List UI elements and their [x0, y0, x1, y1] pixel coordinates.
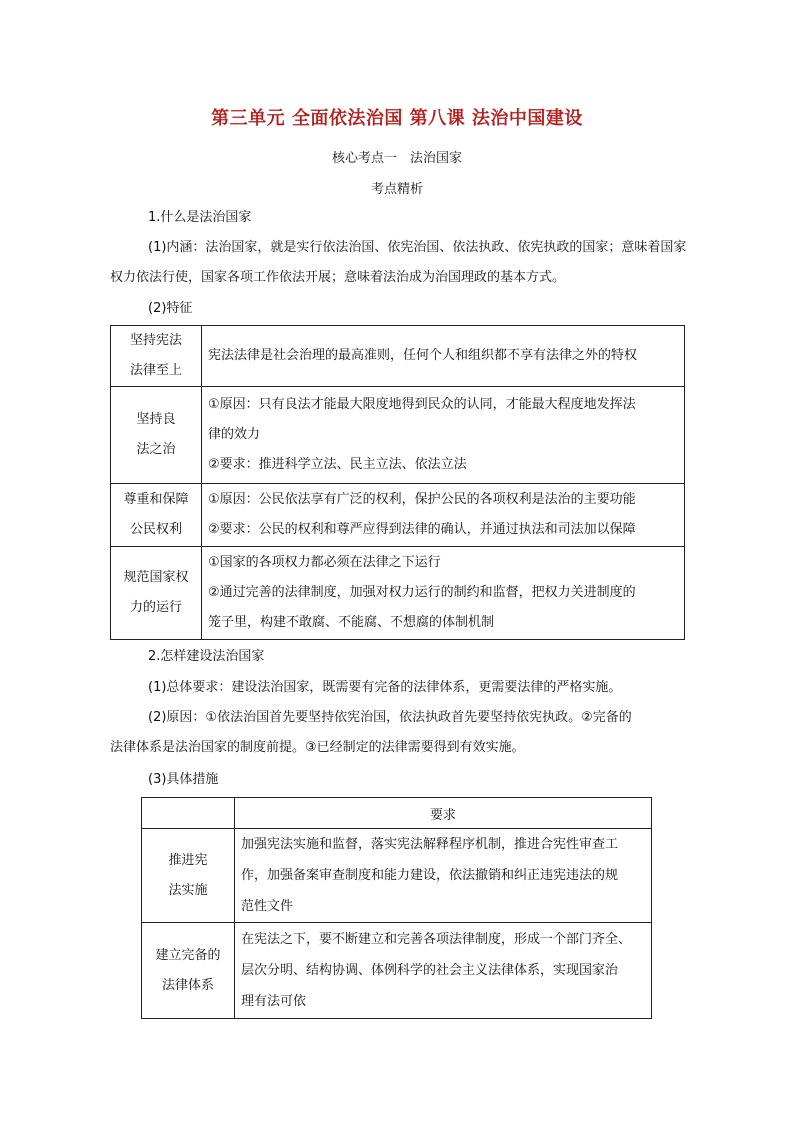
row-head-line: 推进宪	[168, 852, 208, 868]
row-head	[111, 484, 202, 547]
row-content-line: ②通过完善的法律制度，加强对权力运行的制约和监督，把权力关进制度的	[208, 585, 636, 600]
row-head	[111, 547, 202, 640]
table-row	[142, 923, 652, 1019]
row-head	[111, 387, 202, 484]
q2-reasons-line: (2)原因：①依法治国首先要坚持依宪治国，依法执政首先要坚持依宪执政。②完备的	[148, 710, 632, 725]
row-content-line: ①原因：只有良法才能最大限度地得到民众的认同，才能最大程度地发挥法	[208, 397, 636, 412]
row-content-line: 笼子里，构建不敢腐、不能腐、不想腐的体制机制	[208, 615, 495, 630]
features-table	[110, 325, 685, 640]
row-content-line: ①国家的各项权力都必须在法律之下运行	[208, 555, 441, 570]
row-content	[202, 547, 685, 640]
subtitle: 核心考点一 法治国家	[331, 151, 462, 166]
q1-definition: (1)内涵：法治国家，就是实行依法治国、依宪治国、依法执政、依宪执政的国家；意味着国家权力依法行使，国家各项工作依法开展；意味着法治成为治国理政的基本方式。	[110, 240, 687, 285]
row-content-line: 作，加强备案审查制度和能力建设，依法撤销和纠正违宪违法的规	[241, 868, 619, 883]
row-content	[202, 387, 685, 484]
header-requirement: 要求	[235, 798, 652, 829]
document-title: 第三单元 全面依法治国 第八课 法治中国建设	[211, 108, 583, 129]
row-content-line: 在宪法之下，要不断建立和完善各项法律制度，形成一个部门齐全、	[241, 932, 632, 947]
table-row	[111, 387, 685, 484]
section-label: 考点精析	[370, 182, 423, 197]
header-empty-cell	[142, 798, 235, 829]
row-head-line: 规范国家权	[123, 570, 189, 585]
measures-table	[141, 797, 652, 1019]
q2-overall-requirement: (1)总体要求：建设法治国家，既需要有完备的法律体系，更需要法律的严格实施。	[148, 680, 622, 695]
row-head-line: 公民权利	[129, 522, 182, 537]
row-content-line: 理有法可依	[241, 994, 307, 1009]
q2-measures-label: (3)具体措施	[148, 772, 219, 787]
row-head	[111, 326, 202, 387]
row-head-line: 尊重和保障	[123, 492, 189, 507]
row-content-line: ②要求：公民的权利和尊严应得到法律的确认，并通过执法和司法加以保障	[208, 522, 636, 537]
table-row	[142, 829, 652, 923]
row-head-line: 坚持宪法	[129, 333, 182, 348]
q2-heading: 2.怎样建设法治国家	[148, 649, 265, 664]
table-row	[111, 484, 685, 547]
row-head-line: 法律至上	[129, 363, 182, 378]
row-content-line: 层次分明、结构协调、体例科学的社会主义法律体系，实现国家治	[241, 963, 619, 978]
row-content-line: 律的效力	[208, 427, 261, 442]
row-content	[202, 484, 685, 547]
row-content	[235, 923, 652, 1019]
row-content-line: 范性文件	[241, 899, 294, 914]
row-content-line: 加强宪法实施和监督，落实宪法解释程序机制，推进合宪性审查工	[241, 837, 619, 852]
row-content-line: ②要求：推进科学立法、民主立法、依法立法	[208, 457, 467, 472]
row-content-line: 宪法法律是社会治理的最高准则，任何个人和组织都不享有法律之外的特权	[208, 348, 638, 363]
row-head	[142, 923, 235, 1019]
row-content	[202, 326, 685, 387]
q1-features-label: (2)特征	[148, 301, 193, 316]
row-head	[142, 829, 235, 923]
q1-heading: 1.什么是法治国家	[148, 210, 252, 225]
table-row	[111, 547, 685, 640]
table-header-row	[142, 798, 652, 829]
row-head-line: 力的运行	[129, 600, 182, 615]
row-content-line: ①原因：公民依法享有广泛的权利，保护公民的各项权利是法治的主要功能	[208, 492, 636, 507]
q2-reasons-line: 法律体系是法治国家的制度前提。③已经制定的法律需要得到有效实施。	[110, 740, 525, 755]
row-content	[235, 829, 652, 923]
row-head-line: 法实施	[168, 882, 208, 898]
row-head-line: 建立完备的	[155, 947, 221, 963]
row-head-line: 法律体系	[161, 977, 214, 993]
row-head-line: 坚持良	[136, 412, 176, 427]
table-row	[111, 326, 685, 387]
row-head-line: 法之治	[136, 442, 176, 457]
